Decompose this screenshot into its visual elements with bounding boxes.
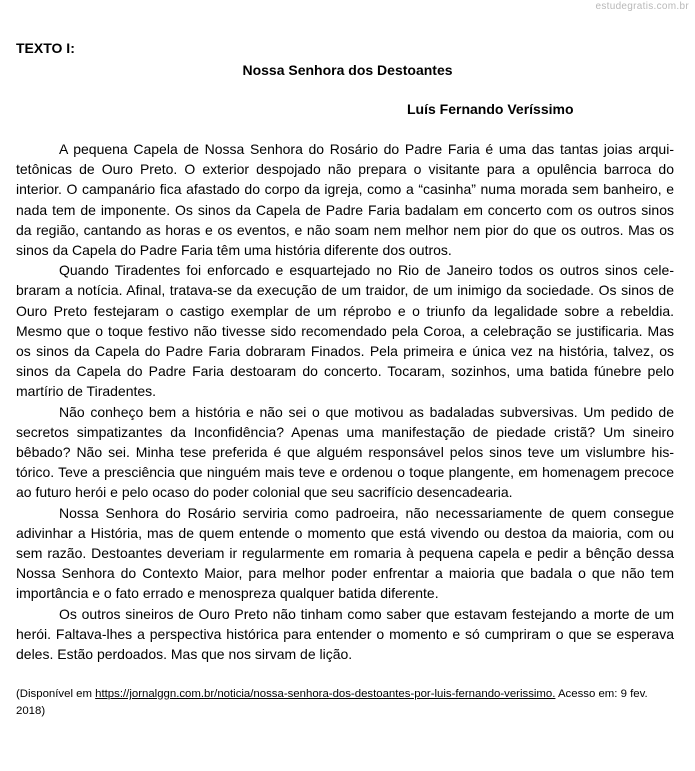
article-title: Nossa Senhora dos Destoantes bbox=[242, 62, 453, 78]
paragraph-4: Nossa Senhora do Rosário serviria como padroeira, não necessariamente de quem consegue adivinhar a História, mas de quem entende o momento que está vivendo ou destoa da maioria, com ou sem razão. Destoantes deveriam ir regularmente em romaria à pequena capela e pedir a bênção dessa Nossa Senhora do Contexto Maior, para melhor poder enfrentar a maioria que badala o que não tem importância e o fato errado e menospreza qualquer batida diferente. bbox=[16, 504, 674, 602]
paragraph-2: Quando Tiradentes foi enforcado e esquartejado no Rio de Janeiro todos os outros sinos celebraram a notícia. Afinal, tratava-se da execução de um traidor, de um inimigo da sociedade. Os sinos de Ouro Preto festejaram o castigo exemplar de um réprobo e o triunfo da legalidade sobre a rebeldia. Mesmo que o toque festivo não tivesse sido recomendado pela Coroa, a celebração se justificaria. Mas os sinos da Capela do Padre Faria dobraram Finados. Pela primeira e única vez na história, talvez, os sinos da Capela do Padre Faria destoaram do concerto. Tocaram, sozinhos, uma batida fúnebre pelo martírio de Tiradentes. bbox=[16, 262, 674, 400]
source-suffix: Acesso em: 9 fev. 2018) bbox=[16, 688, 648, 717]
source-prefix: (Disponível em bbox=[16, 688, 96, 700]
article-author: Luís Fernando Veríssimo bbox=[407, 101, 574, 117]
source-link[interactable]: https://jornalggn.com.br/noticia/nossa-senhora-dos-destoantes-por-luis-fernando-verissimo. bbox=[95, 688, 556, 700]
source-citation bbox=[16, 686, 676, 720]
text-label: TEXTO I: bbox=[16, 40, 75, 56]
watermark: estudegratis.com.br bbox=[595, 1, 689, 12]
paragraph-1: A pequena Capela de Nossa Senhora do Rosário do Padre Faria é uma das tantas joias arquitetônicas de Ouro Preto. O exterior despojado não prepara o visitante para a opulência barroca do interior. O campanário fica afastado do corpo da igreja, como a “casinha” numa morada sem banheiro, e nada tem de imponente. Os sinos da Capela de Padre Faria badalam em concerto com os outros sinos da região, cantando as horas e os eventos, e não soam nem melhor nem pior do que os outros. Mas os sinos da Capela do Padre Faria têm uma história diferente dos outros. bbox=[16, 141, 674, 259]
article-body bbox=[16, 139, 674, 664]
paragraph-3: Não conheço bem a história e não sei o que motivou as badaladas subversivas. Um pedido de secretos simpatizantes da Inconfidência? Apenas uma manifestação de piedade cristã? Um sineiro bêbado? Não sei. Minha tese preferida é que alguém responsável pelos sinos teve um vislumbre histórico. Teve a presciência que ninguém mais teve e ordenou o toque plangente, em homenagem precoce ao futuro herói e pelo ocaso do poder colonial que seu sacrifício desencadearia. bbox=[16, 403, 674, 501]
paragraph-5: Os outros sineiros de Ouro Preto não tinham como saber que estavam festejando a morte de um herói. Faltava-lhes a perspectiva histórica para entender o momento e só cumpriram o que se esperava deles. Estão perdoados. Mas que nos sirvam de lição. bbox=[16, 605, 674, 663]
